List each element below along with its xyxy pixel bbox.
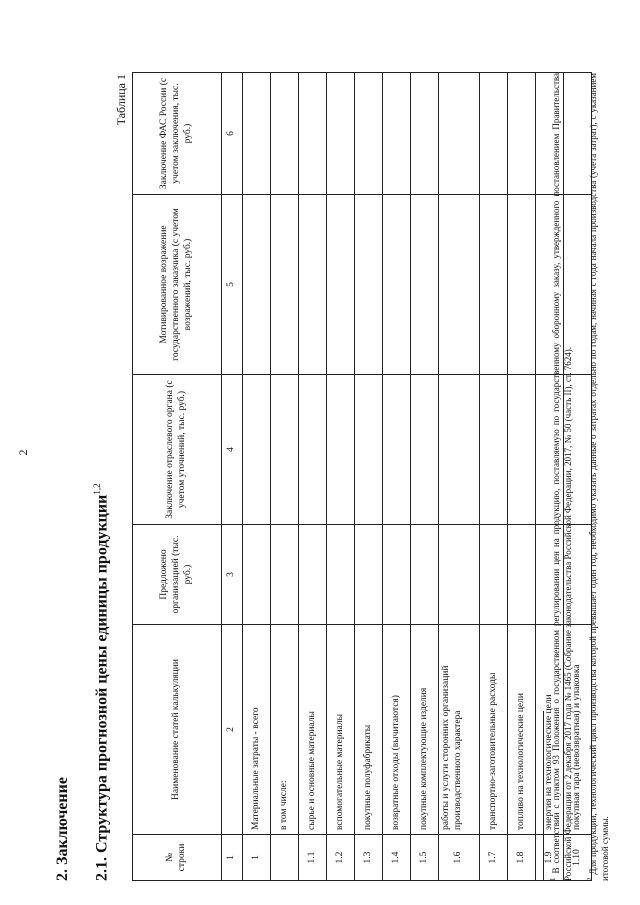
value-cell xyxy=(271,525,299,625)
row-number: 1.2 xyxy=(327,835,355,881)
value-cell xyxy=(480,375,508,525)
value-cell xyxy=(327,73,355,195)
value-cell xyxy=(411,525,439,625)
subsection-heading-footnote-marks: 1,2 xyxy=(92,483,102,495)
value-cell xyxy=(480,195,508,375)
item-name: возвратные отходы (вычитаются) xyxy=(383,625,411,835)
item-name: покупные комплектующие изделия xyxy=(411,625,439,835)
header-row-number: № строки xyxy=(133,835,222,881)
value-cell xyxy=(508,73,536,195)
item-name: сырье и основные материалы xyxy=(299,625,327,835)
value-cell xyxy=(480,525,508,625)
value-cell xyxy=(299,375,327,525)
subsection-heading xyxy=(92,483,111,881)
table-row xyxy=(411,73,439,881)
column-index: 6 xyxy=(222,73,243,195)
header-item-name: Наименование статей калькуляции xyxy=(133,625,222,835)
value-cell xyxy=(439,375,480,525)
value-cell xyxy=(383,525,411,625)
table-row xyxy=(299,73,327,881)
column-index-row xyxy=(222,73,243,881)
value-cell xyxy=(383,195,411,375)
value-cell xyxy=(327,525,355,625)
value-cell xyxy=(439,73,480,195)
footnote-mark: 2 xyxy=(586,877,594,881)
value-cell xyxy=(243,73,271,195)
cost-structure-table xyxy=(132,72,592,881)
header-customer-objection: Мотивированное возражение государственного заказчика (с учетом возражений, тыс. руб.) xyxy=(133,195,222,375)
footnote-text: Для продукции, технологический цикл производства которой превышает один год, необходимо указать данные о затратах отдельно по годам, начиная с года начала производства (учета затрат), с указанием итоговой суммы. xyxy=(588,72,610,881)
item-name: в том числе: xyxy=(271,625,299,835)
item-name: Материальные затраты - всего xyxy=(243,625,271,835)
footnote-separator xyxy=(543,711,544,881)
value-cell xyxy=(299,525,327,625)
value-cell xyxy=(480,73,508,195)
value-cell xyxy=(383,73,411,195)
value-cell xyxy=(299,195,327,375)
row-number: 1.6 xyxy=(439,835,480,881)
column-index: 2 xyxy=(222,625,243,835)
table-label: Таблица 1 xyxy=(114,74,128,126)
row-number: 1.3 xyxy=(355,835,383,881)
value-cell xyxy=(271,73,299,195)
row-number xyxy=(271,835,299,881)
section-heading: 2. Заключение xyxy=(54,777,71,881)
row-number: 1.8 xyxy=(508,835,536,881)
value-cell xyxy=(439,525,480,625)
item-name: вспомогательные материалы xyxy=(327,625,355,835)
value-cell xyxy=(327,375,355,525)
value-cell xyxy=(508,525,536,625)
value-cell xyxy=(271,195,299,375)
header-proposed: Предложено организацией (тыс. руб.) xyxy=(133,525,222,625)
item-name: покупная тара (невозвратная) и упаковка xyxy=(564,625,592,835)
header-fas-conclusion: Заключение ФАС России (с учетом заключения, тыс. руб.) xyxy=(133,73,222,195)
row-number: 1 xyxy=(243,835,271,881)
table-row xyxy=(508,73,536,881)
value-cell xyxy=(327,195,355,375)
value-cell xyxy=(243,195,271,375)
row-number: 1.7 xyxy=(480,835,508,881)
value-cell xyxy=(243,525,271,625)
table-row xyxy=(355,73,383,881)
footnote-text: В соответствии с пунктом 93 Положения о государственном регулировании цен на продукцию, поставляемую по государственному оборонному заказу, утвержденного постановлением Правительства Российской Федерации от 2 декабря 2017 года № 1465 (Собрание законодательства Российской Федерации, 2017, № 50 (часть II), ст. 7624). xyxy=(551,72,573,881)
item-name: покупные полуфабрикаты xyxy=(355,625,383,835)
item-name: работы и услуги сторонних организаций производственного характера xyxy=(439,625,480,835)
value-cell xyxy=(508,195,536,375)
value-cell xyxy=(355,525,383,625)
column-index: 5 xyxy=(222,195,243,375)
table-row xyxy=(383,73,411,881)
value-cell xyxy=(439,195,480,375)
value-cell xyxy=(411,375,439,525)
item-name: топливо на технологические цели xyxy=(508,625,536,835)
table-row xyxy=(439,73,480,881)
column-index: 3 xyxy=(222,525,243,625)
row-number: 1.1 xyxy=(299,835,327,881)
value-cell xyxy=(271,375,299,525)
table-row xyxy=(327,73,355,881)
table-row xyxy=(271,73,299,881)
item-name: транспортно-заготовительные расходы xyxy=(480,625,508,835)
value-cell xyxy=(355,375,383,525)
value-cell xyxy=(299,73,327,195)
page-number: 2 xyxy=(16,449,30,456)
row-number: 1.4 xyxy=(383,835,411,881)
value-cell xyxy=(508,375,536,525)
item-name: энергия на технологические цели xyxy=(536,625,564,835)
footnote-1 xyxy=(549,73,574,881)
footnote-mark: 1 xyxy=(549,877,557,881)
row-number: 1.9 xyxy=(536,835,564,881)
column-index: 4 xyxy=(222,375,243,525)
value-cell xyxy=(383,375,411,525)
table-row xyxy=(480,73,508,881)
value-cell xyxy=(355,73,383,195)
subsection-heading-text: 2.1. Структура прогнозной цены единицы продукции xyxy=(93,494,111,881)
value-cell xyxy=(411,73,439,195)
footnote-2 xyxy=(586,73,611,881)
row-number: 1.10 xyxy=(564,835,592,881)
column-index: 1 xyxy=(222,835,243,881)
table-header-row xyxy=(133,73,222,881)
value-cell xyxy=(243,375,271,525)
row-number: 1.5 xyxy=(411,835,439,881)
value-cell xyxy=(355,195,383,375)
value-cell xyxy=(411,195,439,375)
header-industry-body: Заключение отраслевого органа (с учетом уточнений, тыс. руб.) xyxy=(133,375,222,525)
table-row xyxy=(243,73,271,881)
